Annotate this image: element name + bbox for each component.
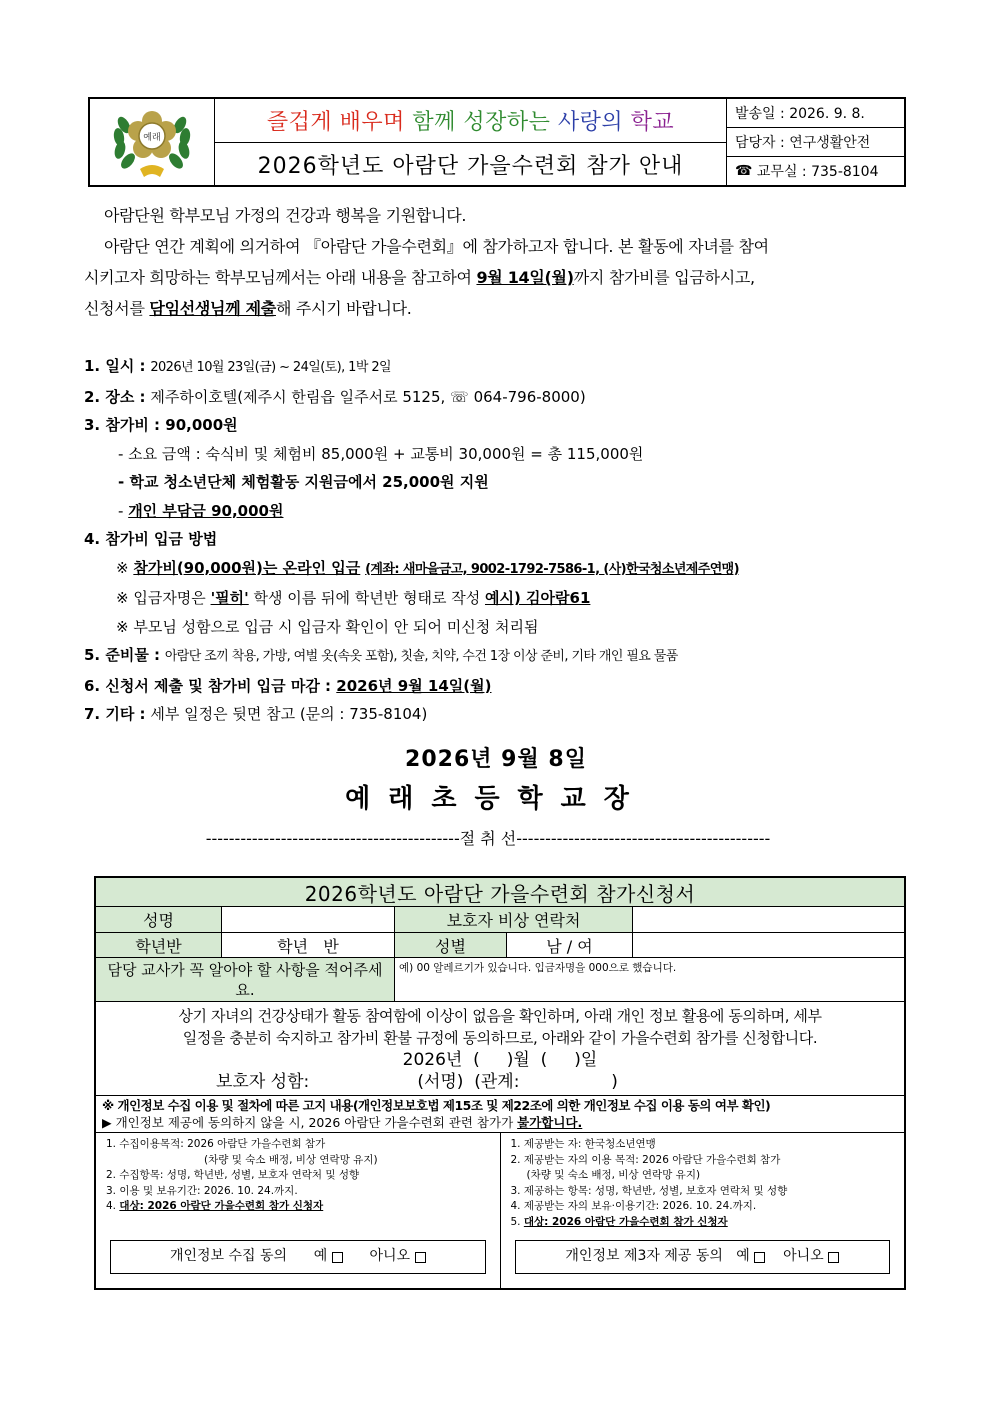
school-logo-cell xyxy=(90,99,215,185)
manager: 담당자 : 연구생활안전 xyxy=(727,128,904,157)
agreement-date[interactable]: 2026년 ( )월 ( )일 xyxy=(402,1050,598,1070)
form-row-name xyxy=(96,907,904,933)
item-supplies: 5. 준비물 : 아람단 조끼 착용, 가방, 여벌 옷(속옷 포함), 칫솔, 치약, 수건 1장 이상 준비, 기타 개인 필요 물품 xyxy=(84,646,678,664)
phone-row xyxy=(727,157,904,185)
intro-text xyxy=(84,200,924,324)
item-date: 1. 일시 : 2026년 10월 23일(금) ~ 24일(토), 1박 2일 xyxy=(84,357,391,375)
gender-label: 성별 xyxy=(395,933,507,957)
grade-field[interactable]: 학년 반 xyxy=(222,933,395,957)
third-party-info: 1. 제공받는 자: 한국청소년연맹 2. 제공받는 자의 이용 목적: 2026 아람단 가을수련회 참가 (차량 및 숙소 배정, 비상 연락망 유지) 3. 제공하는 항목: 성명, 학년반, 성별, 보호자 연락처 및 성향 4. 제공받는 자의 보유·이용기간: 2026. 10. 24.까지. 5. 대상: 2026 아람단 가을수련회 참가 신청자 개인정보 제3자 제공 동의 예 아니오 xyxy=(501,1133,905,1288)
slogan-part-1: 즐겁게 배우며 xyxy=(266,110,405,135)
privacy-notice xyxy=(96,1096,904,1133)
slogan-part-2: 함께 성장하는 xyxy=(412,110,551,135)
item-fee-total: - 소요 금액 : 숙식비 및 체험비 85,000원 + 교통비 30,000원 = 총 115,000원 xyxy=(118,444,644,463)
item-fee-personal: - 개인 부담금 90,000원 xyxy=(118,501,284,520)
item-place: 2. 장소 : 제주하이호텔(제주시 한림읍 일주서로 5125, ☏ 064-796-8000) xyxy=(84,387,586,406)
submit-highlight: 담임선생님께 제출 xyxy=(149,299,276,318)
header-title-cell xyxy=(215,99,727,185)
agreement-line-2: 일정을 충분히 숙지하고 참가비 환불 규정에 동의하므로, 아래와 같이 가을수련회 참가를 신청합니다. xyxy=(182,1029,818,1047)
payment-note-3: ※ 부모님 성함으로 입금 시 입금자 확인이 안 되어 미신청 처리됨 xyxy=(116,617,539,636)
collection-info: 1. 수집이용목적: 2026 아람단 가을수련회 참가 (차량 및 숙소 배정, 비상 연락망 유지) 2. 수집항목: 성명, 학년반, 성별, 보호자 연락처 및 성향 3. 이용 및 보유기간: 2026. 10. 24.까지. 4. 대상: 2026 아람단 가을수련회 참가 신청자 개인정보 수집 동의 예 아니오 xyxy=(96,1133,501,1288)
guardian-sign[interactable]: 보호자 성함: (서명) (관계: ) xyxy=(216,1072,618,1092)
payment-note-1: ※ 참가비(90,000원)는 온라인 입금 (계좌: 새마을금고, 9002-1792-7586-1, (사)한국청소년제주연맹) xyxy=(116,558,739,577)
logo-text: 예래 xyxy=(143,133,161,143)
agreement-line-1: 상기 자녀의 건강상태가 활동 참여함에 이상이 없음을 확인하며, 아래 개인 정보 활용에 동의하며, 세부 xyxy=(178,1007,822,1025)
item-etc: 7. 기타 : 세부 일정은 뒷면 참고 (문의 : 735-8104) xyxy=(84,705,428,723)
slogan-part-4: 학교 xyxy=(630,110,675,135)
third-party-yes-checkbox[interactable] xyxy=(754,1252,765,1263)
name-label: 성명 xyxy=(96,907,222,932)
form-title: 2026학년도 아람단 가을수련회 참가신청서 xyxy=(96,878,904,907)
third-party-consent: 개인정보 제3자 제공 동의 예 아니오 xyxy=(515,1240,891,1274)
school-slogan xyxy=(215,99,726,143)
empty-cell xyxy=(633,933,904,957)
document-title: 2026학년도 아람단 가을수련회 참가 안내 xyxy=(257,153,684,179)
teacher-note-field[interactable]: 예) 00 알레르기가 있습니다. 입금자명을 000으로 했습니다. xyxy=(399,962,677,974)
phone-icon: ☎ xyxy=(735,163,753,179)
document-header xyxy=(88,97,906,187)
item-payment: 4. 참가비 입금 방법 xyxy=(84,530,218,548)
intro-line-1: 아람단원 학부모님 가정의 건강과 행복을 기원합니다. xyxy=(104,206,467,225)
item-fee-support: - 학교 청소년단체 체험활동 지원금에서 25,000원 지원 xyxy=(118,473,489,491)
send-date: 발송일 : 2026. 9. 8. xyxy=(727,99,904,128)
cut-line: --------------------------------------------절 취 선-------------------------------------------- xyxy=(205,829,771,848)
intro-line-2: 아람단 연간 계획에 의거하여 『아람단 가을수련회』에 참가하고자 합니다. 본 활동에 자녀를 참여 xyxy=(104,237,769,256)
item-deadline: 6. 신청서 제출 및 참가비 입금 마감 : 2026년 9월 14일(월) xyxy=(84,676,492,695)
form-row-grade xyxy=(96,933,904,958)
collection-yes-checkbox[interactable] xyxy=(332,1252,343,1263)
privacy-notice-line-2: ▶ 개인정보 제공에 동의하지 않을 시, 2026 아람단 가을수련회 관련 참가가 불가합니다. xyxy=(102,1115,583,1130)
guardian-contact-label: 보호자 비상 연락처 xyxy=(395,907,633,932)
agreement-statement xyxy=(96,1002,904,1096)
privacy-columns xyxy=(96,1133,904,1288)
issue-date: 2026년 9월 8일 xyxy=(405,747,587,772)
gender-field[interactable]: 남 / 여 xyxy=(507,933,633,957)
collection-consent: 개인정보 수집 동의 예 아니오 xyxy=(110,1240,486,1274)
intro-line-3: 시키고자 희망하는 학부모님께서는 아래 내용을 참고하여 9월 14일(월)까지 참가비를 입금하시고, xyxy=(84,268,755,287)
application-form xyxy=(94,876,906,1290)
intro-line-4: 신청서를 담임선생님께 제출해 주시기 바랍니다. xyxy=(84,299,412,318)
school-emblem-icon xyxy=(104,103,200,181)
third-party-no-checkbox[interactable] xyxy=(828,1252,839,1263)
guardian-contact-field[interactable] xyxy=(633,907,904,932)
teacher-note-label: 담당 교사가 꼭 알아야 할 사항을 적어주세요. xyxy=(96,958,395,1001)
payment-note-2: ※ 입금자명은 '필히' 학생 이름 뒤에 학년반 형태로 작성 예시) 김아람61 xyxy=(116,589,591,607)
name-field[interactable] xyxy=(222,907,395,932)
grade-label: 학년반 xyxy=(96,933,222,957)
header-meta xyxy=(727,99,904,185)
phone-number: 교무실 : 735-8104 xyxy=(756,164,879,180)
collection-no-checkbox[interactable] xyxy=(415,1252,426,1263)
principal-signature: 예래초등학교장 xyxy=(345,784,647,814)
info-items xyxy=(84,352,924,729)
privacy-notice-line-1: ※ 개인정보 수집 이용 및 절차에 따른 고지 내용(개인정보보호법 제15조 및 제22조에 의한 개인정보 수집 이용 동의 여부 확인) xyxy=(102,1098,771,1113)
form-row-teacher-note xyxy=(96,958,904,1002)
deadline-highlight: 9월 14일(월) xyxy=(476,268,574,287)
slogan-part-3: 사랑의 xyxy=(557,110,624,135)
item-fee: 3. 참가비 : 90,000원 xyxy=(84,416,238,434)
